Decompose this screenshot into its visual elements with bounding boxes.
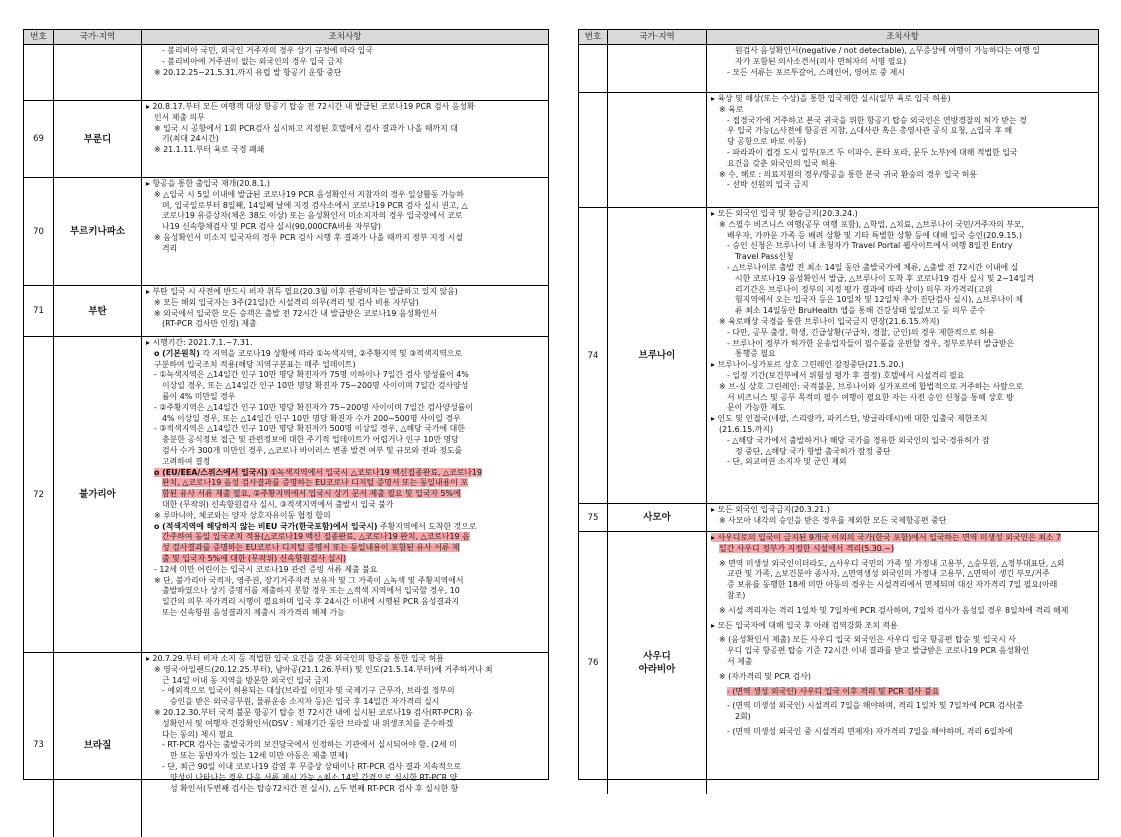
- measure-line: Travel Pass신청: [735, 252, 794, 262]
- measure-line: - 단, 최근 90일 이내 코로나19 감염 후 무증상 상태이나 RT-PCR 검사 결과 지속적으로: [162, 761, 462, 771]
- measure-line: 이상일 경우, 또는 △14일간 인구 10만 명당 확진자 75~200명 사이이며 7일간 검사양성: [162, 381, 469, 391]
- measure-line: 증 보유를 동행한 18세 미만 아동의 경우는 시설격리에서 면제되며 대신 자가격리 7일 필요(아래: [727, 580, 1058, 590]
- measure-line: 근 14일 이내 동 지역을 방문한 외국인 입국 금지: [162, 675, 330, 685]
- measure-line: ※ 시설 격리자는 격리 1일차 및 7일차에 PCR 검사하며, 7일차 검사가 음성일 경우 8일차에 격리 해제: [719, 605, 1069, 615]
- measure-line: ※ (음성확인서 제출) 모든 사우디 입국 외국인은 사우디 입국 항공편 탑승 및 입국시 사: [719, 635, 1016, 645]
- measure-line: ※ 수, 해로 : 의료지원의 경우/항공을 통한 본국 귀국 환승의 경우 입국 허용: [719, 169, 977, 179]
- measure-line: 참조): [727, 590, 746, 600]
- row-number: [579, 93, 608, 207]
- measure-line: ▸ 20.7.29.부터 비자 소지 등 적법한 입국 요건을 갖춘 외국인의 항공을 통한 입국 허용: [146, 654, 444, 663]
- measure-line: 자가 포함된 의사소견서(의사 면허자의 서명 필요): [735, 56, 907, 66]
- measure-line: ▸ 인도 및 인접국(네팔, 스리랑카, 파키스탄, 방글라데시)에 대한 입출국 제한조치: [711, 414, 988, 424]
- measure-line: 대한 (무작위) 신속항원검사 실시, ③적색지역에서 출발시 입국 불가: [162, 499, 394, 509]
- measure-line: ※ 브-싱 상호 그린레인: 국적불문, 브루나이와 싱가포르에 합법적으로 거주하는 사람으로: [719, 381, 1023, 391]
- row-number: [579, 45, 608, 92]
- measure-line: 문이 가능한 제도: [727, 403, 786, 413]
- measure-line: ▸ 부탄 입국 시 사전에 반드시 비자 취득 필요(20.3월 이후 관광비자는 발급하고 있지 않음): [146, 287, 458, 296]
- measures-cell: [707, 45, 1098, 92]
- row-number: 73: [24, 653, 54, 837]
- measure-line: 교관 및 가족, △보건분야 종사자, △면역생성 외국인의 가정내 고용부, △면역이 생긴 부모/거주: [727, 569, 1050, 579]
- measure-line: 코로나19 유증상자(체온 38도 이상) 또는 음성확인서 미소지자의 경우 입국장에서 코로: [162, 211, 463, 221]
- measure-line: 서 제출: [727, 656, 753, 666]
- measures-cell: [707, 93, 1098, 207]
- measure-line: 격리: [162, 243, 178, 253]
- measure-line: 시한 코로나19 음성확인서 발급, △브루나이 도착 후 코로나19 검사 실시 및 2~14일격: [735, 273, 1034, 283]
- measure-line: ※ 20.12.25~21.5.31.까지 유럽 발 항공기 운항 중단: [154, 67, 342, 77]
- country-name: [608, 93, 707, 207]
- measure-line: ▸ 모든 외국인 입국 및 환승금지(20.3.24.): [711, 209, 858, 218]
- measure-line: ※ 영국·아일랜드(20.12.25.부터), 남아공(21.1.26.부터) 및 인도(21.5.14.부터)에 거주하거나 최: [154, 664, 493, 674]
- measure-line: - 모든 서류는 포르투갈어, 스페인어, 영어로 중 제시: [727, 67, 905, 77]
- measures-cell: [142, 101, 548, 177]
- measure-line: ※ 육로해상 국경을 통한 브루나이 입국금지 연장(21.6.15.까지): [719, 316, 940, 326]
- table-row: [579, 45, 1098, 93]
- measure-line: 2회): [735, 712, 751, 722]
- measure-line: 출발하였으나 상기 증명서를 제출하지 못할 경우 또는 △적색 지역에서 입국할 경우, 10: [162, 586, 460, 596]
- country-name: 부탄: [54, 286, 142, 336]
- row-number: 70: [24, 178, 54, 285]
- measure-line: o (기본원칙) 각 지역을 코로나19 상황에 따라 ①녹색지역, ②주황지역 및 ③적색지역으로: [154, 348, 463, 358]
- measure-line: o (EU/EEA/스위스에서 입국시) ①녹색지역에서 입국시 △코로나19 백신접종완료, △코로나19: [154, 467, 482, 477]
- measure-line: - 접경국가에 거주하고 본국 귀국을 위한 항공기 탑승 외국인은 연방경찰의 허가 받는 경: [727, 115, 1027, 125]
- measure-line: 충분한 공식정보 접근 및 관련정보에 대한 주기적 업데이트가 어렵거나 인구 10만 명당: [162, 435, 459, 445]
- measure-line: ▸ 모든 외국인 입국금지(20.3.21.): [711, 505, 830, 514]
- measures-cell: [142, 178, 548, 285]
- measure-line: ▸ 항공을 통한 출입국 재개(20.8.1.): [146, 179, 270, 188]
- header-measures: 조치사항: [328, 32, 362, 42]
- measure-line: - 볼리비아에 거주권이 없는 외국인의 경우 입국 금지: [162, 56, 343, 66]
- measure-line: - (면역 미생성 외국인) 시설격리 7일을 해야하며, 격리 1일차 및 7일차에 PCR 검사(총: [727, 701, 1024, 711]
- measure-line: 서 비즈니스 및 공무 목적의 필수 여행이 필요한 자는 사전 승인 신청을 통해 상호 방: [727, 392, 1014, 402]
- measure-line: - RT-PCR 검사는 출발국가의 보건당국에서 인정하는 기관에서 실시되어야 함. (2세 미: [162, 740, 457, 750]
- measure-line: - 브루나이 정부가 허가한 운송업자들이 필수품을 운반할 경우, 정부로부터 발급받은: [727, 338, 1015, 348]
- measure-line: 당 공항으로 바로 이동): [727, 137, 807, 147]
- table-row: [24, 286, 548, 337]
- measure-line: ▸ 시행기간: 2021.7.1.~7.31.: [146, 338, 253, 347]
- table-row: [579, 93, 1098, 208]
- measures-cell: [707, 532, 1098, 794]
- row-number: 69: [24, 101, 54, 177]
- measure-line: - 예외적으로 입국이 허용되는 대상(브라질 이민자 및 국제기구 근무자, 브라질 정부의: [162, 686, 455, 696]
- measure-line: - 승인 신청은 브루나이 내 초청자가 Travel Portal 웹사이트에서 여행 8일전 Entry: [727, 241, 1013, 251]
- header-no: 번호: [24, 30, 54, 44]
- country-name: 부르키나파소: [54, 178, 142, 285]
- measure-line: 구분하여 입국조치 적용(해당 지역구분표는 매주 업데이트): [154, 359, 356, 369]
- header-country: 국가·지역: [54, 30, 142, 44]
- measure-line: ※ 모든 해외 입국자는 3주(21일)간 시설격리 의무(격리 및 검사 비용 자부담): [154, 297, 419, 307]
- measure-line: ▸ 육상 및 해상(또는 수상)을 통한 입국제한 실시(일부 육로 입국 허용): [711, 94, 951, 103]
- measure-line: ※ 외국에서 입국한 모든 승객은 출발 전 72시간 내 발급받은 코로나19 음성확인서: [154, 308, 437, 318]
- measure-line: - ②주황지역은 △14일간 인구 10만 명당 확진자가 75~200명 사이이며 7일간 검사양성률이: [154, 402, 473, 412]
- measure-line: 며, 입국일로부터 8일째, 14일째 날에 지정 검사소에서 코로나19 PCR 검사 실시 권고, △: [162, 200, 468, 210]
- measure-line: ※ 사모아 내각의 승인을 받은 경우를 제외한 모든 국제항공편 중단: [719, 515, 947, 525]
- table-row: [24, 337, 548, 653]
- table-row: [579, 504, 1098, 532]
- measure-line: 일간의 의무 자가격리 시행이 필요하며 입국 후 24시간 이내에 시행된 PCR 음성결과지: [162, 597, 460, 607]
- measure-line: ※ 루마니아, 체코와는 양자 상호자유이동 협정 합의: [154, 510, 331, 520]
- measure-line: ▸ 20.8.17.부터 모든 여행객 대상 항공기 탑승 전 72시간 내 발급된 코로나19 PCR 검사 음성확: [146, 102, 475, 111]
- measure-line: 정 중단, △해당 국가 항발 출국허가 잠정 중단: [735, 446, 891, 456]
- measure-line: - 12세 미만 어린이는 입국시 코로나19 관련 증빙 서류 제출 불요: [154, 564, 378, 574]
- measure-line: ※ 20.12.30.부터 국적 불문 항공기 탑승 전 72시간 내에 실시된 코로나19 검사(RT-PCR) 음: [154, 707, 473, 717]
- measure-line: ※ (자가격리 및 PCR 검사): [719, 671, 811, 681]
- measure-line: 완치, △코로나19 음성 검사결과를 증명하는 EU코로나 디지털 증명서 또는 동일내용이 포: [162, 478, 468, 488]
- right-table: [578, 29, 1099, 780]
- measure-line: 배우자, 가까운 가족 등 배려 상황 및 기타 특별한 상황 등에 대해 입국 승인(20.9.15.): [727, 230, 1022, 240]
- measure-line: 리기간은 브루나이 정부의 지정 평가 결과에 따라 상이) 의무 자가격리(고위: [735, 284, 993, 294]
- measure-line: 출 및 입국자 5%에 대한 (무작위) 신속항원검사 실시): [162, 553, 347, 563]
- table-header: [579, 30, 1098, 45]
- measure-line: ※ △입국 시 5일 이내에 발급된 코로나19 PCR 음성확인서 지참자의 경우 일상활동 가능하: [154, 189, 464, 199]
- measures-cell: [142, 337, 548, 652]
- measures-cell: [707, 208, 1098, 503]
- row-number: 71: [24, 286, 54, 336]
- measure-line: 승인을 받은 외국공무원, 물류운송 소지자 등)은 입국 후 14일간 자가격리 실시: [170, 697, 440, 707]
- header-country: 국가·지역: [608, 30, 707, 44]
- left-table: [23, 29, 549, 793]
- row-number: 74: [579, 208, 608, 503]
- country-name: [608, 45, 707, 92]
- measure-line: 률이 4% 미만일 경우: [162, 391, 236, 401]
- measure-line: ※ 21.1.11.부터 육로 국경 폐쇄: [154, 145, 265, 155]
- table-row: [24, 101, 548, 178]
- table-row: [579, 532, 1098, 794]
- measure-line: - 일정 기간(보건부에서 위험성 평가 후 결정) 호텔에서 시설격리 필요: [727, 370, 965, 380]
- measure-line: ※ 입국 시 공항에서 1회 PCR검사 실시하고 지정된 호텔에서 검사 결과가 나올 때까지 대: [154, 123, 458, 133]
- country-name: 사우디 아라비아: [608, 532, 707, 794]
- measure-line: ※ 음성확인서 미소지 입국자의 경우 PCR 검사 시행 후 결과가 나올 때까지 정부 지정 시설: [154, 232, 464, 242]
- measure-line: (21.6.15.까지): [719, 424, 774, 434]
- measure-line: - △해당 국가에서 출발하거나 해당 국가를 경유한 외국인의 입국·경유허가 잠: [727, 435, 990, 445]
- row-number: 75: [579, 504, 608, 531]
- measure-line: - 선박 선원의 입국 금지: [727, 180, 809, 190]
- measure-line: - (면역 생성 외국인) 사우디 입국 이후 격리 및 PCR 검사 불요: [727, 686, 940, 696]
- measure-line: 통행증 필요: [735, 349, 776, 359]
- right-table-body: [579, 45, 1098, 794]
- table-row: [24, 45, 548, 101]
- measures-cell: [142, 45, 548, 100]
- measure-line: - ③적색지역은 △14일간 인구 10만 명당 확진자가 500명 이상일 경우, △해당 국가에 대한: [154, 424, 465, 434]
- measure-line: 성확인서 및 여행자 건강확인서(DSV : 체재기간 동안 브라질 내 위생조치를 준수하겠: [162, 718, 454, 728]
- country-name: 브라질: [54, 653, 142, 837]
- left-table-body: [24, 45, 548, 837]
- country-name: 불가리아: [54, 337, 142, 652]
- measure-line: ▸ 모든 입국자에 대해 입국 후 아래 검역강화 조치 적용: [711, 620, 898, 630]
- measure-line: 우 입국 가능(△사전에 항공권 지참, △대사관 혹은 총영사관 공식 요청, △입국 후 해: [727, 126, 1013, 136]
- measure-line: 요건을 갖춘 외국인의 입국 허용: [727, 158, 837, 168]
- measure-line: - ①녹색지역은 △14일간 인구 10만 명당 확진자가 75명 이하이나 7일간 검사 양성률이 4%: [154, 370, 469, 380]
- row-number: 72: [24, 337, 54, 652]
- measure-line: - 다만, 공무 출장, 학생, 긴급상황(구급차, 경찰, 군인)의 경우 제한적으로 허용: [727, 327, 995, 337]
- measure-line: ※ 육로: [719, 104, 744, 114]
- table-row: [579, 208, 1098, 504]
- measure-line: (RT-PCR 검사만 인정) 제출: [162, 319, 257, 329]
- measure-line: 검사 수가 300개 미만인 경우, △코로나 바이러스 변종 발견 여부 및 규모와 전파 정도를: [162, 445, 463, 455]
- measure-line: 다는 동의) 제시 필요: [162, 729, 234, 739]
- country-name: 부룬디: [54, 101, 142, 177]
- measure-line: o (적색지역에 해당하지 않는 비EU 국가(한국포함)에서 입국시) 주황지역에서 도착한 것으로: [154, 521, 477, 531]
- country-name: [54, 45, 142, 100]
- measure-line: 양성이 나타나는 경우 다음 서류 제시 가능 △최소 14일 간격으로 실시한 RT-PCR 양: [170, 772, 458, 782]
- measures-cell: [142, 286, 548, 336]
- country-name: 브루나이: [608, 208, 707, 503]
- measure-line: 만 또는 동반자가 있는 12세 미만 아동은 제출 면제): [170, 751, 349, 761]
- row-number: [24, 45, 54, 100]
- measure-line: 나19 신속항체검사 및 PCR 검사 실시(90,000CFA비용 자부담): [162, 222, 381, 232]
- measure-line: 성 확인서(두번째 검사는 탑승72시간 전 실시), △두 번째 RT-PCR 검사 후 실시한 항: [170, 783, 459, 793]
- measure-line: - 볼리비아 국민, 외국인 거주자의 경우 상기 규정에 따라 입국: [162, 46, 373, 55]
- measure-line: - 파라과이 접경 도시 일부(포즈 두 이과수, 폰타 포라, 문두 노부)에 대해 적법한 입국: [727, 147, 1018, 157]
- measure-line: 성 검사결과를 증명하는 EU코로나 디지털 증명서 또는 동일내용이 포함된 유사 서류 제: [162, 543, 460, 553]
- measure-line: 원검사 음성확인서(negative / not detectable), △무증상에 여행이 가능하다는 여행 일: [735, 46, 1040, 55]
- measure-line: ※ 단, 불가리아 국적자, 영주권, 장기거주자격 보유자 및 그 가족이 △녹색 및 주황지역에서: [154, 575, 464, 585]
- measures-cell: [707, 504, 1098, 531]
- measure-line: 인서 제출 의무: [154, 112, 205, 122]
- measure-line: - 단, 외교여권 소지자 및 군인 제외: [727, 457, 847, 467]
- measures-cell: [142, 653, 548, 837]
- measure-line: 기(최대 24시간): [162, 134, 219, 144]
- row-number: 76: [579, 532, 608, 794]
- table-row: [24, 178, 548, 286]
- measure-line: 우디 입국 항공편 탑승 기준 72시간 이내 결과를 받고 발급받은 코로나19 PCR 음성확인: [727, 646, 1030, 656]
- measure-line: 험지역에서 오는 입국자 등은 10일차 및 12일차 추가 진단검사 실시), △브루나이 체: [735, 295, 1023, 305]
- measure-line: ▸ 사우디로의 입국이 금지된 9개국 이외의 국가(한국 포함)에서 입국하는 면역 미생성 외국인은 최소 7: [711, 533, 1062, 542]
- measure-line: ▸ 브루나이-싱가포르 상호 그린레인 잠정중단(21.5.20.): [711, 360, 904, 370]
- header-measures: 조치사항: [886, 32, 919, 42]
- country-name: 사모아: [608, 504, 707, 531]
- measure-line: 4% 이상일 경우, 또는 △14일간 인구 10만 명당 확진자 수가 200~500명 사이일 경우: [162, 413, 461, 423]
- measure-line: 고려하여 결정: [162, 456, 211, 466]
- measure-line: 일간 사우디 정부가 지정한 시설에서 격리(5.30.~): [719, 543, 894, 553]
- table-header: [24, 30, 548, 45]
- measure-line: ※ 면역 미생성 외국인이더라도, △사우디 국민의 가족 및 가정내 고용부, △승무원, △정부대표단, △외: [719, 558, 1065, 568]
- table-row: [24, 653, 548, 837]
- measure-line: 류 최소 14일동안 BruHealth 앱을 통해 건강상태 일일보고 등 의무 준수: [735, 306, 986, 316]
- measure-line: 함된 유사 서류 제출 필요, ②주황지역에서 입국시 상기 문서 제출 필요 및 입국자 5%에: [162, 489, 461, 499]
- measure-line: ※ 스필수 비즈니스 여행(공무 여행 포함), △학업, △치료, △브루나이 국민/거주자의 부모,: [719, 219, 1025, 229]
- header-no: 번호: [579, 30, 608, 44]
- measure-line: - △브루나이로 출발 전 최소 14일 동안 출발국가에 체류, △출발 전 72시간 이내에 실: [727, 262, 1019, 272]
- measure-line: 또는 신속항원 음성결과지 제출시 자가격리 해제 가능: [162, 607, 345, 617]
- measure-line: - (면역 미생성 외국인 중 시설격리 면제자) 자가격리 7일을 해야하며, 격리 6일차에: [727, 726, 1013, 736]
- measure-line: 간주하여 동일 입국조치 적용(△코로나19 백신 접종완료, △코로나19 완치, △코로나19 음: [162, 532, 470, 542]
